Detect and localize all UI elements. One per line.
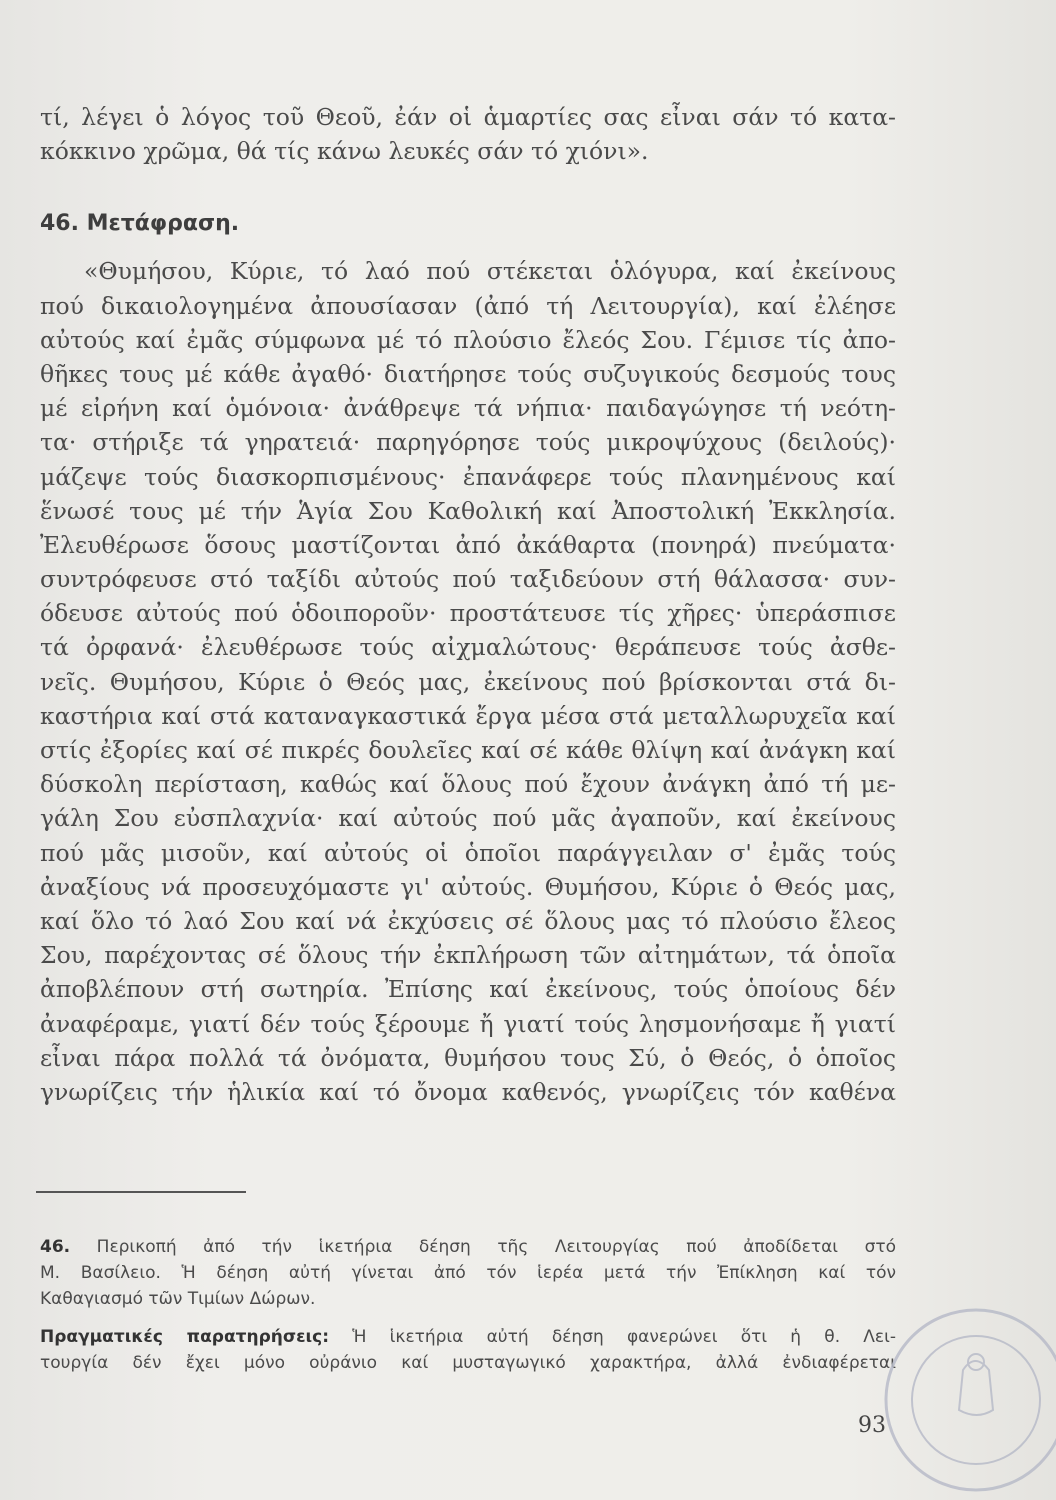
text-line: καστήρια καί στά καταναγκαστικά ἔργα μέσα στά μεταλλωρυχεῖα καί <box>40 701 896 730</box>
text-line: κόκκινο χρῶμα, θά τίς κάνω λευκές σάν τό χιόνι». <box>40 137 649 166</box>
text-line: πού δικαιολογημένα ἀπουσίασαν (ἀπό τή Λειτουργία), καί ἐλέησε <box>40 291 896 320</box>
footnote-line <box>40 1234 896 1260</box>
text-line: εἶναι πάρα πολλά τά ὀνόματα, θυμήσου τους Σύ, ὁ Θεός, ὁ ὁποῖος <box>40 1043 896 1072</box>
text-line: τί, λέγει ὁ λόγος τοῦ Θεοῦ, ἐάν οἱ ἁμαρτίες σας εἶναι σάν τό κατα- <box>40 103 896 131</box>
text-line: Ἐλευθέρωσε ὅσους μαστίζονται ἀπό ἀκάθαρτα (πονηρά) πνεύματα· <box>40 530 896 559</box>
text-line: συντρόφευσε στό ταξίδι αὐτούς πού ταξιδεύουν στή θάλασσα· συν- <box>40 565 896 594</box>
text-line: νεῖς. Θυμήσου, Κύριε ὁ Θεός μας, ἐκείνους πού βρίσκονται στά δι- <box>40 667 896 696</box>
text-line: δύσκολη περίσταση, καθώς καί ὅλους πού ἔχουν ἀνάγκη ἀπό τή με- <box>40 770 896 799</box>
practical-note-label: Πραγματικές παρατηρήσεις: <box>40 1327 330 1347</box>
text-line: όδευσε αὐτούς πού ὁδοιποροῦν· προστάτευσε τίς χῆρες· ὑπεράσπισε <box>40 599 896 628</box>
footnote-line: Καθαγιασμό τῶν Τιμίων Δώρων. <box>40 1289 316 1309</box>
section-heading: 46. Μετάφραση. <box>40 211 240 237</box>
text-line: «Θυμήσου, Κύριε, τό λαό πού στέκεται ὁλόγυρα, καί ἐκείνους <box>84 257 896 286</box>
text-line: ἀναξίους νά προσευχόμαστε γι' αὐτούς. Θυμήσου, Κύριε ὁ Θεός μας, <box>40 872 896 901</box>
text-line: ἕνωσέ τους μέ τήν Ἁγία Σου Καθολική καί Ἀποστολική Ἐκκλησία. <box>40 496 896 525</box>
text-line: γάλη Σου εὐσπλαχνία· καί αὐτούς πού μᾶς ἀγαποῦν, καί ἐκείνους <box>40 804 896 833</box>
main-text <box>40 100 896 1109</box>
text-line: ἀναφέραμε, γιατί δέν τούς ξέρουμε ἤ γιατί τούς λησμονήσαμε ἤ γιατί <box>40 1009 896 1038</box>
footnote-number: 46. <box>40 1237 71 1257</box>
text-line: στίς ἐξορίες καί σέ πικρές δουλεῖες καί σέ κάθε θλίψη καί ἀνάγκη καί <box>40 736 896 764</box>
page-number: 93 <box>858 1413 886 1438</box>
text-line: μέ εἰρήνη καί ὁμόνοια· ἀνάθρεψε τά νήπια· παιδαγώγησε τή νεότη- <box>40 394 896 423</box>
practical-note-line <box>40 1324 896 1350</box>
text-line: καί ὅλο τό λαό Σου καί νά ἐκχύσεις σέ ὅλους μας τό πλούσιο ἔλεος <box>40 906 896 935</box>
footnote-divider <box>36 1191 246 1193</box>
library-stamp-icon <box>868 1250 1056 1500</box>
text-line: πού μᾶς μισοῦν, καί αὐτούς οἱ ὁποῖοι παράγγειλαν σ' ἐμᾶς τούς <box>40 838 896 867</box>
footnote-text: Περικοπή ἀπό τήν ἱκετήρια δέηση τῆς Λειτουργίας πού ἀποδίδεται στό <box>96 1237 896 1257</box>
text-line: θῆκες τους μέ κάθε ἀγαθό· διατήρησε τούς συζυγικούς δεσμούς τους <box>40 359 896 388</box>
text-line: τά ὀρφανά· ἐλευθέρωσε τούς αἰχμαλώτους· θεράπευσε τούς ἀσθε- <box>40 633 896 662</box>
text-line: γνωρίζεις τήν ἡλικία καί τό ὄνομα καθενός, γνωρίζεις τόν καθένα <box>40 1077 896 1106</box>
text-line: ἀποβλέπουν στή σωτηρία. Ἐπίσης καί ἐκείνους, τούς ὁποίους δέν <box>40 975 896 1004</box>
text-line: τα· στήριξε τά γηρατειά· παρηγόρησε τούς μικροψύχους (δειλούς)· <box>40 428 896 457</box>
practical-note-line: τουργία δέν ἔχει μόνο οὐράνιο καί μυσταγωγικό χαρακτήρα, ἀλλά ἐνδιαφέρεται <box>40 1353 896 1373</box>
footnote-line: Μ. Βασίλειο. Ἡ δέηση αὐτή γίνεται ἀπό τόν ἱερέα μετά τήν Ἐπίκληση καί τόν <box>40 1263 896 1283</box>
practical-note-text: Ἡ ἱκετήρια αὐτή δέηση φανερώνει ὅτι ἡ θ. Λει- <box>329 1327 896 1347</box>
text-line: μάζεψε τούς διασκορπισμένους· ἐπανάφερε τούς πλανημένους καί <box>40 462 896 491</box>
text-line: αὐτούς καί ἐμᾶς σύμφωνα μέ τό πλούσιο ἔλεός Σου. Γέμισε τίς ἀπο- <box>40 325 896 354</box>
text-line: Σου, παρέχοντας σέ ὅλους τήν ἐκπλήρωση τῶν αἰτημάτων, τά ὁποῖα <box>40 941 896 970</box>
footnotes <box>40 1234 896 1376</box>
